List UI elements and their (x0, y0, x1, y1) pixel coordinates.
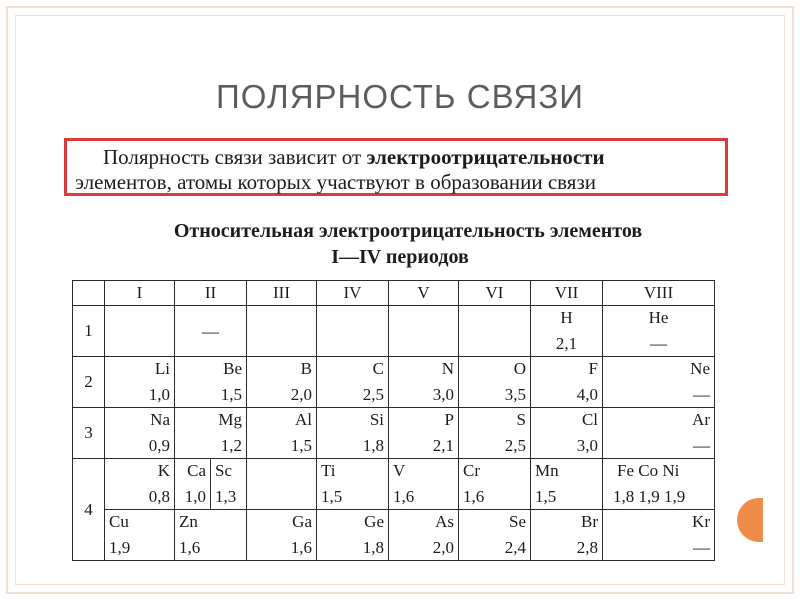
definition-line-1 (75, 145, 715, 170)
element-symbol: B (300, 359, 312, 378)
element-symbol: Cu (109, 512, 129, 531)
element-symbol: Ga (292, 512, 312, 531)
element-symbol: Cl (581, 410, 598, 429)
period-label: 2 (73, 357, 105, 408)
element-en: 1,5 (535, 487, 557, 506)
element-en: 1,8 1,9 1,9 (613, 487, 686, 506)
element-cell (531, 357, 603, 408)
period-row-3 (73, 408, 715, 459)
group-header: IV (317, 281, 389, 306)
element-symbol: Al (295, 410, 312, 429)
element-cell (459, 459, 531, 510)
element-cell-h (531, 306, 603, 357)
element-symbol: Mn (535, 461, 559, 480)
element-symbol: F (588, 359, 598, 378)
element-en: 2,8 (576, 538, 598, 557)
element-cell (247, 357, 317, 408)
element-cell (247, 306, 317, 357)
definition-box (64, 138, 728, 196)
element-en: 3,5 (504, 385, 526, 404)
element-en: 0,9 (148, 436, 170, 455)
element-en: 1,0 (184, 487, 206, 506)
element-symbol: Na (150, 410, 170, 429)
element-cell (175, 510, 247, 561)
element-cell (459, 357, 531, 408)
element-cell-split (175, 459, 247, 510)
element-symbol: O (513, 359, 526, 378)
element-symbol: S (516, 410, 526, 429)
element-en: 0,8 (148, 487, 170, 506)
element-symbol: Ne (690, 359, 710, 378)
group-header: V (389, 281, 459, 306)
element-symbol: Li (154, 359, 170, 378)
element-cell (603, 510, 715, 561)
table-caption-line-2: I—IV периодов (331, 246, 469, 268)
element-en: 1,6 (290, 538, 312, 557)
element-symbol: As (435, 512, 454, 531)
element-en: — (693, 436, 710, 455)
period-row-1 (73, 306, 715, 357)
element-cell (317, 510, 389, 561)
group-header: VII (531, 281, 603, 306)
element-cell (531, 510, 603, 561)
element-en: 2,0 (432, 538, 454, 557)
element-symbol: Si (369, 410, 384, 429)
element-sc (210, 459, 246, 509)
element-cell (105, 408, 175, 459)
element-cell (247, 408, 317, 459)
element-cell (459, 408, 531, 459)
element-en: 3,0 (432, 385, 454, 404)
element-en: 2,1 (555, 334, 578, 353)
element-en: 4,0 (576, 385, 598, 404)
element-en: 2,4 (504, 538, 526, 557)
element-cell (175, 306, 247, 357)
element-cell (603, 459, 715, 510)
element-en: 1,8 (362, 538, 384, 557)
element-en: 1,6 (393, 487, 415, 506)
element-en: — (693, 385, 710, 404)
element-symbol: Kr (692, 512, 710, 531)
definition-text: Полярность связи зависит от (103, 145, 367, 169)
element-en: 1,9 (109, 538, 131, 557)
element-en: 1,5 (220, 385, 242, 404)
table-caption-line-1: Относительная электроотрицательность элементов (173, 220, 643, 242)
element-symbol: Br (581, 512, 598, 531)
split-cell (175, 459, 246, 509)
definition-keyword: электроотрицательности (366, 145, 605, 169)
element-cell (105, 510, 175, 561)
element-cell (389, 357, 459, 408)
element-en: 1,6 (179, 538, 201, 557)
group-header: VIII (603, 281, 715, 306)
element-cell (247, 459, 317, 510)
element-en: 1,5 (321, 487, 343, 506)
element-en: 2,5 (504, 436, 526, 455)
element-cell (105, 306, 175, 357)
corner-cell (73, 281, 105, 306)
element-cell (317, 306, 389, 357)
element-en: — (693, 538, 710, 557)
element-symbol: Cr (463, 461, 480, 480)
element-cell (389, 306, 459, 357)
element-symbol: C (372, 359, 384, 378)
element-symbol: Ar (692, 410, 710, 429)
group-header: I (105, 281, 175, 306)
element-cell (317, 459, 389, 510)
element-symbol: Be (223, 359, 242, 378)
element-cell (317, 357, 389, 408)
group-header: II (175, 281, 247, 306)
definition-line-2: элементов, атомы которых участвуют в образовании связи (75, 170, 596, 194)
element-cell (317, 408, 389, 459)
element-cell (459, 510, 531, 561)
slide-title: ПОЛЯРНОСТЬ СВЯЗИ (216, 78, 584, 115)
element-cell (105, 459, 175, 510)
element-symbol: Fe Co Ni (617, 461, 680, 480)
element-cell (247, 510, 317, 561)
element-en: — (650, 334, 667, 353)
period-label: 3 (73, 408, 105, 459)
element-cell (389, 459, 459, 510)
period-row-2 (73, 357, 715, 408)
element-ca (175, 459, 210, 509)
electronegativity-table (72, 280, 715, 561)
element-symbol: Ti (321, 461, 336, 480)
element-symbol: Ca (187, 461, 206, 480)
element-cell (531, 459, 603, 510)
period-row-4b (73, 510, 715, 561)
element-cell (459, 306, 531, 357)
element-symbol: Mg (218, 410, 242, 429)
element-en: 3,0 (576, 436, 598, 455)
element-cell (105, 357, 175, 408)
element-cell (175, 408, 247, 459)
element-cell (175, 357, 247, 408)
element-cell (531, 408, 603, 459)
element-symbol: H (560, 308, 573, 327)
period-label: 1 (73, 306, 105, 357)
element-en: 1,8 (362, 436, 384, 455)
period-row-4a (73, 459, 715, 510)
element-symbol: V (393, 461, 406, 480)
element-cell (389, 408, 459, 459)
element-symbol: K (157, 461, 170, 480)
group-header: III (247, 281, 317, 306)
element-symbol: Se (509, 512, 526, 531)
element-symbol: P (444, 410, 454, 429)
element-cell (603, 357, 715, 408)
element-en: 2,1 (432, 436, 454, 455)
element-cell-he (603, 306, 715, 357)
element-symbol: Ge (364, 512, 384, 531)
element-en: 1,5 (290, 436, 312, 455)
element-symbol: N (441, 359, 454, 378)
element-symbol: He (648, 308, 669, 327)
element-en: 2,5 (362, 385, 384, 404)
header-row (73, 281, 715, 306)
period-label: 4 (73, 459, 105, 561)
element-symbol: Sc (215, 461, 232, 480)
element-en: 1,2 (220, 436, 242, 455)
element-en: 1,0 (148, 385, 170, 404)
element-en: 2,0 (290, 385, 312, 404)
element-en: 1,3 (215, 487, 237, 506)
empty-dash: — (202, 322, 219, 341)
element-en: 1,6 (463, 487, 485, 506)
element-cell (603, 408, 715, 459)
group-header: VI (459, 281, 531, 306)
element-cell (389, 510, 459, 561)
element-symbol: Zn (179, 512, 198, 531)
